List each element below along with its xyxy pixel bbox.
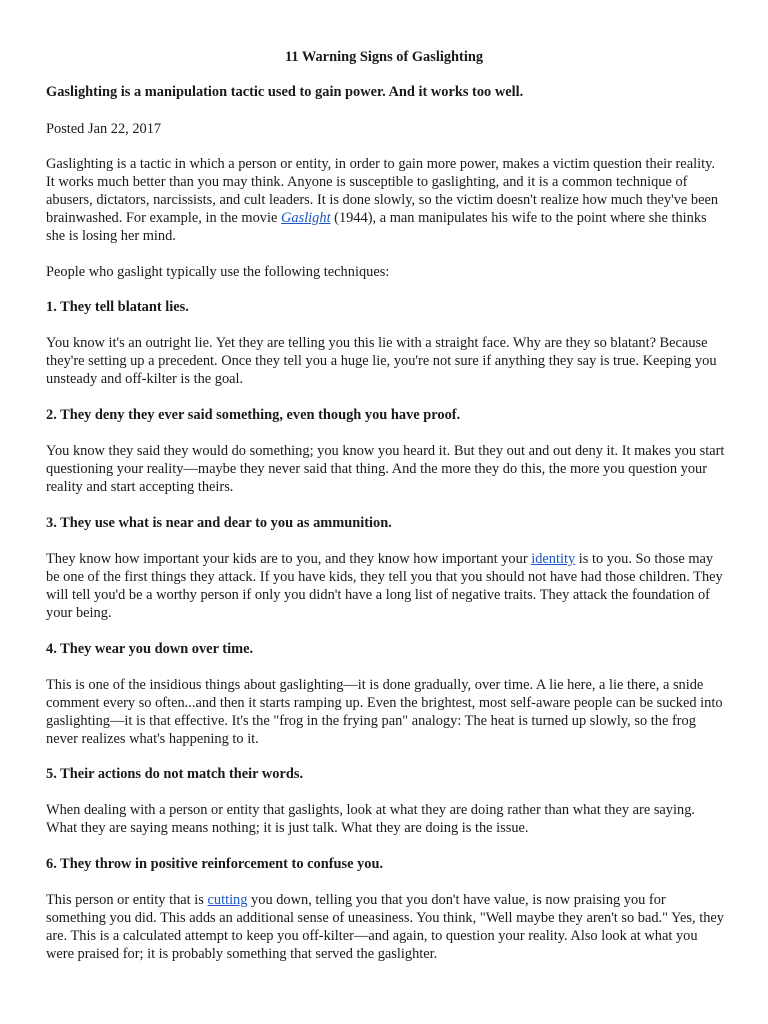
section-heading: 2. They deny they ever said something, even though you have proof. <box>46 407 461 423</box>
intro-text-before: Gaslighting is a tactic in which a person or entity, in order to gain more power, makes a victim question their reality. It works much better than you may think. Anyone is susceptible to gaslighting, and it is a common technique of abusers, dictators, narcissists, and cult leaders. It is done slowly, so the victim doesn't realize how much they've been brainwashed. For example, in the movie <box>46 156 719 226</box>
section-body: You know they said they would do something; you know you heard it. But they out and out deny it. It makes you start questioning your reality—maybe they never said that thing. And the more they do this, the more you question your reality and start accepting theirs. <box>46 443 725 495</box>
section-body <box>46 891 726 963</box>
section-heading: 1. They tell blatant lies. <box>46 299 189 315</box>
lead-in-text: People who gaslight typically use the following techniques: <box>46 264 390 280</box>
section-body-after: is to you. So those may be one of the first things they attack. If you have kids, they tell you that you should not have had those children. They will tell you'd be a worthy person if only you didn't have a long list of negative traits. They attack the foundation of your being. <box>46 551 723 621</box>
section-heading: 5. Their actions do not match their words. <box>46 766 304 782</box>
identity-link[interactable]: identity <box>531 551 576 567</box>
section-heading: 6. They throw in positive reinforcement to confuse you. <box>46 856 384 872</box>
gaslight-movie-link[interactable]: Gaslight <box>281 210 331 226</box>
section-body <box>46 550 726 622</box>
section-body: This is one of the insidious things about gaslighting—it is done gradually, over time. A lie here, a lie there, a snide comment every so often...and then it starts ramping up. Even the brightest, most self-aware people can be sucked into gaslighting—it is that effective. It's the "frog in the frying pan" analogy: The heat is turned up slowly, so the frog never realizes what's happening to it. <box>46 677 723 747</box>
section-body: When dealing with a person or entity that gaslights, look at what they are doing rather than what they are saying. What they are saying means nothing; it is just talk. What they are doing is the issue. <box>46 802 695 836</box>
cutting-link[interactable]: cutting <box>207 892 248 908</box>
intro-paragraph <box>46 155 726 245</box>
posted-date: Posted Jan 22, 2017 <box>46 121 162 137</box>
page-title: 11 Warning Signs of Gaslighting <box>284 49 484 65</box>
section-body-before: This person or entity that is <box>46 892 208 908</box>
section-heading: 3. They use what is near and dear to you as ammunition. <box>46 515 392 531</box>
intro-text-after: (1944), a man manipulates his wife to the point where she thinks she is losing her mind. <box>46 210 707 244</box>
section-body: You know it's an outright lie. Yet they are telling you this lie with a straight face. Why are they so blatant? Because they're setting up a precedent. Once they tell you a huge lie, you're not sure if anything they say is true. Keeping you unsteady and off-kilter is the goal. <box>46 335 717 387</box>
section-heading: 4. They wear you down over time. <box>46 641 254 657</box>
article-subtitle: Gaslighting is a manipulation tactic used to gain power. And it works too well. <box>46 84 524 100</box>
section-body-after: you down, telling you that you don't have value, is now praising you for something you did. This adds an additional sense of uneasiness. You think, "Well maybe they aren't so bad." Yes, they are. This is a calculated attempt to keep you off-kilter—and again, to question your reality. Also look at what you were praised for; it is probably something that served the gaslighter. <box>46 892 725 962</box>
section-body-before: They know how important your kids are to you, and they know how important your <box>46 551 532 567</box>
